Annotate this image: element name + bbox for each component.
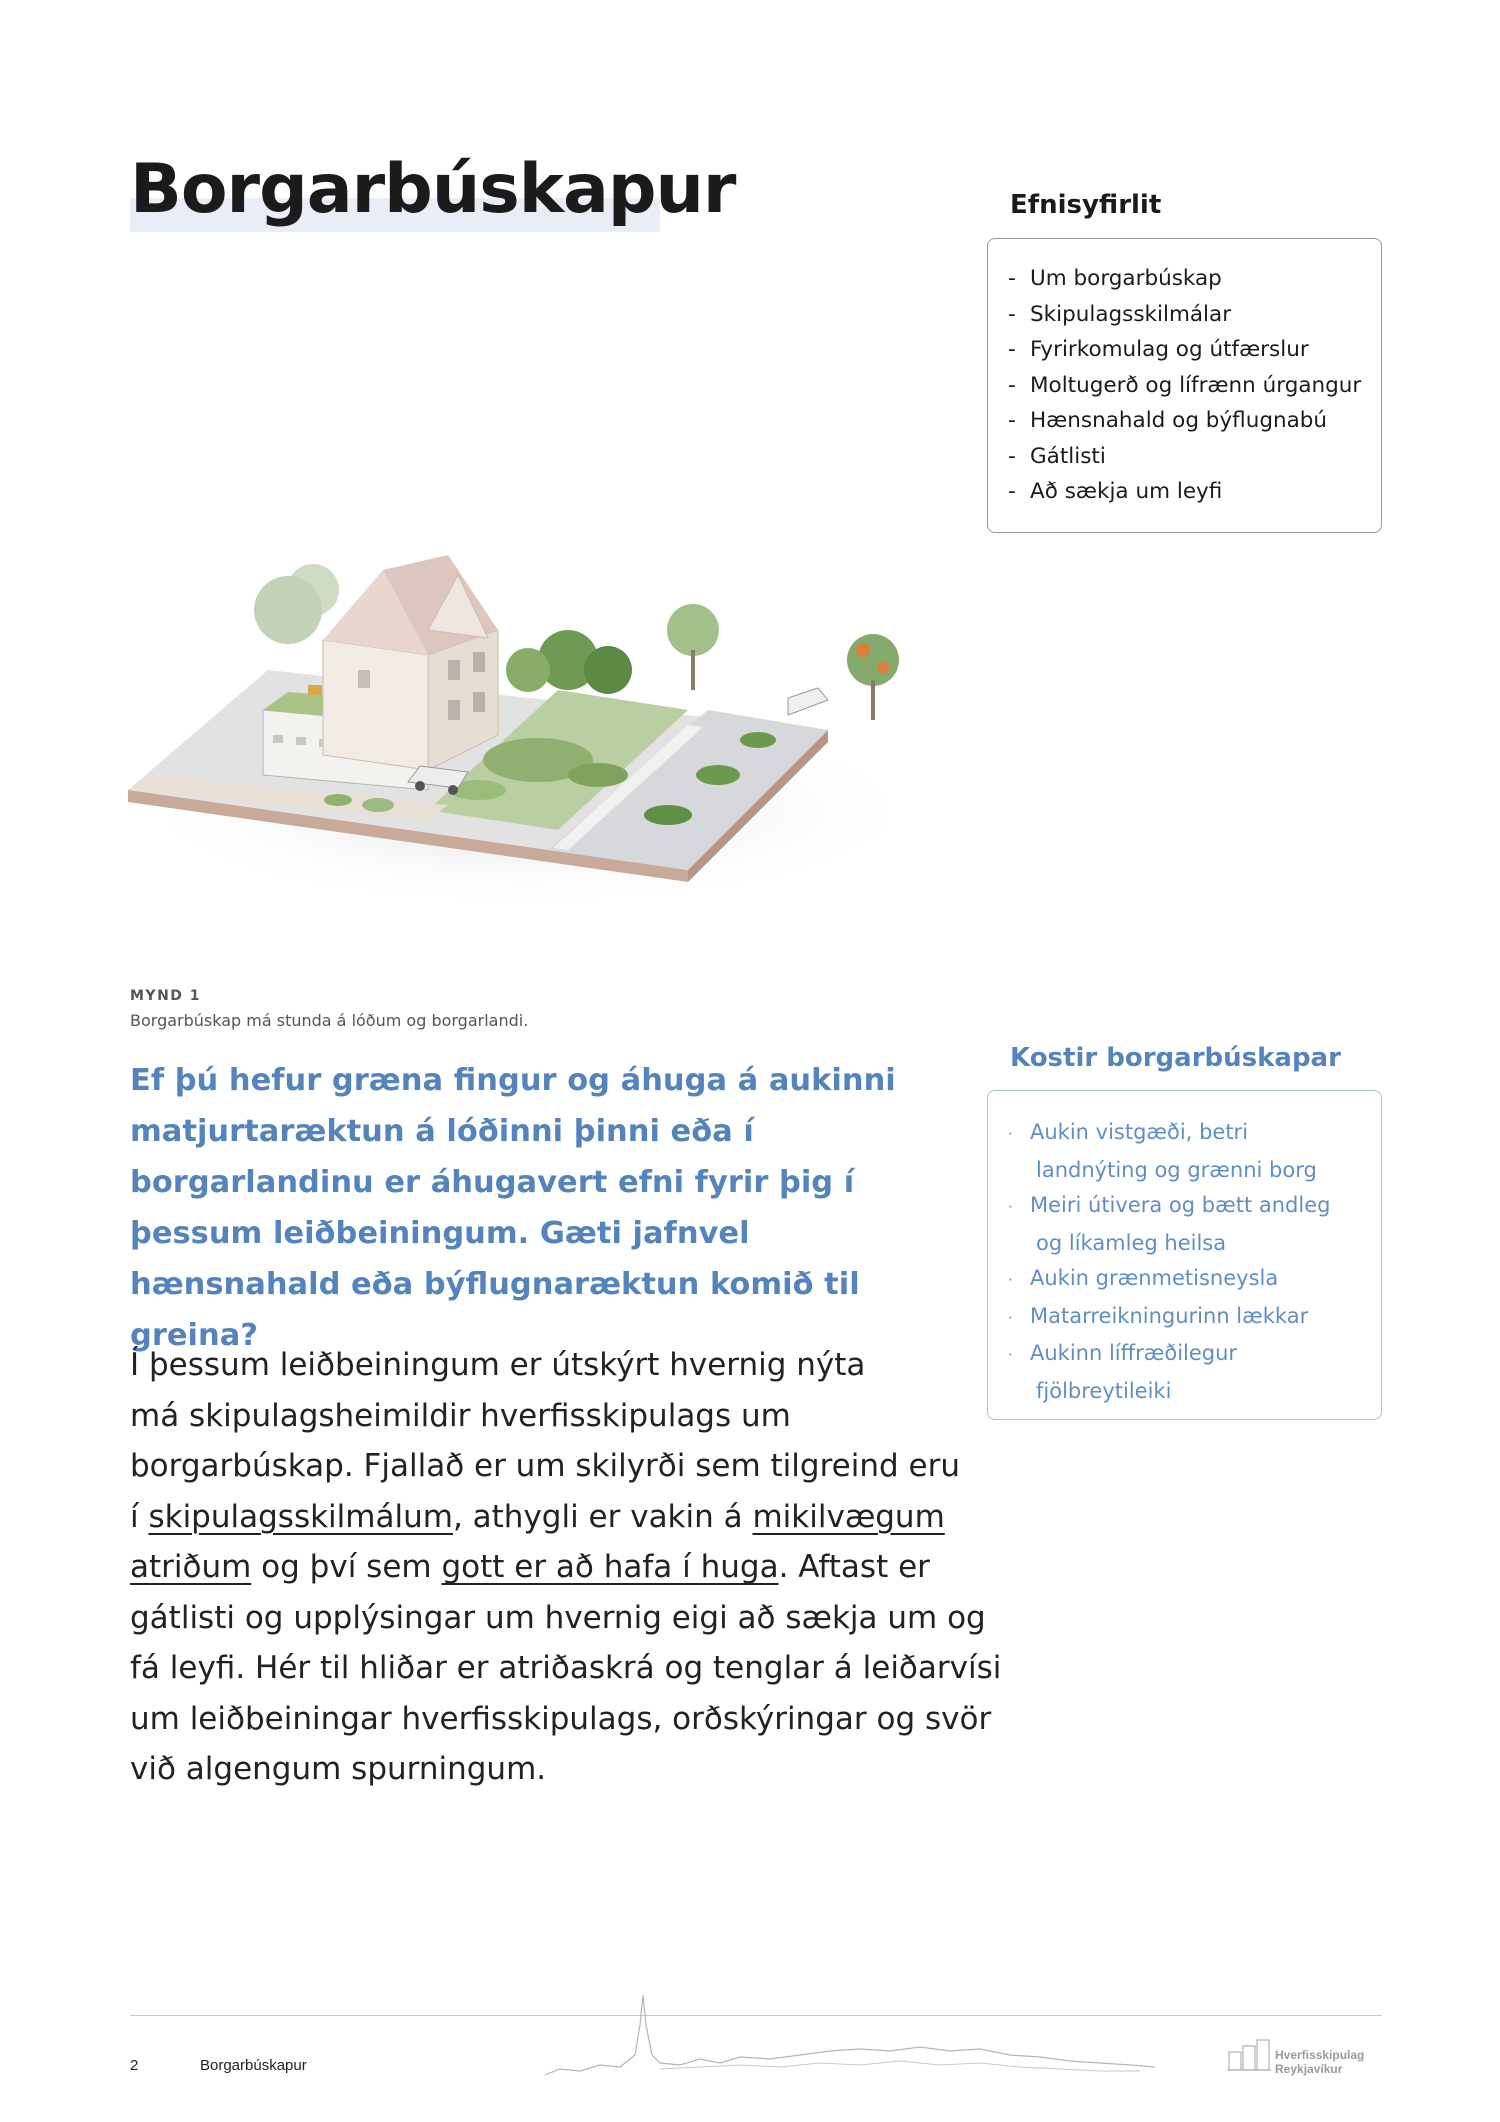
link-gott-ad-hafa-i-huga[interactable]: gott er að hafa í huga [441,1549,779,1585]
link-mikilvaegum-atridum-cont[interactable]: atriðum [130,1549,252,1585]
benefit-item: · Aukinn líffræðilegur fjölbreytileiki [1008,1341,1238,1403]
body-paragraph [130,1340,1002,1795]
logo-icon [1225,2038,1273,2084]
benefit-item: · Aukin vistgæði, betri landnýting og grænni borg [1008,1120,1317,1182]
toc-box [987,238,1382,533]
toc-item-haensnahald[interactable]: - Hænsnahald og býflugnabú [1008,408,1328,433]
body-line: um leiðbeiningar hverfisskipulags, orðskýringar og svör [130,1700,992,1737]
footer-title: Borgarbúskapur [200,2057,307,2074]
page-title-block [130,148,735,232]
garden-illustration [128,520,938,920]
body-line: borgarbúskap. Fjallað er um skilyrði sem tilgreind eru [130,1448,960,1484]
figure-caption: Borgarbúskap má stunda á lóðum og borgarlandi. [130,1011,529,1030]
benefit-item: · Aukin grænmetisneysla [1008,1266,1279,1290]
toc-item-gatlisti[interactable]: - Gátlisti [1008,443,1106,469]
lead-paragraph: Ef þú hefur græna fingur og áhuga á aukinni matjurtaræktun á lóðinni þinni eða í borgarlandinu er áhugavert efni fyrir þig í þessum leiðbeiningum. Gæti jafnvel hænsnahald eða býflugnaræktun komið til greina? [130,1063,896,1353]
benefits-heading: Kostir borgarbúskapar [1010,1043,1341,1073]
toc-item-moltugerd[interactable]: - Moltugerð og lífrænn úrgangur [1008,372,1362,398]
toc-heading: Efnisyfirlit [1010,190,1162,220]
benefits-box [987,1090,1382,1420]
toc-item-saekja-um-leyfi[interactable]: - Að sækja um leyfi [1008,479,1223,504]
hverfisskipulag-logo: Hverfisskipulag Reykjavíkur [1225,2038,1385,2084]
figure-label: MYND 1 [130,988,202,1004]
skyline-graphic [540,1985,1160,2081]
body-line: gátlisti og upplýsingar um hvernig eigi að sækja um og [130,1599,986,1636]
page-title: Borgarbúskapur [130,150,736,229]
benefit-item: · Meiri útivera og bætt andleg og líkamleg heilsa [1008,1193,1331,1255]
toc-item-fyrirkomulag[interactable]: - Fyrirkomulag og útfærslur [1008,337,1309,362]
link-mikilvaegum-atridum[interactable]: mikilvægum [752,1498,945,1535]
body-line: við algengum spurningum. [130,1751,547,1787]
body-line: atriðum og því sem gott er að hafa í huga. Aftast er [130,1549,930,1585]
body-line: í skipulagsskilmálum, athygli er vakin á mikilvægum [130,1498,945,1535]
body-line: fá leyfi. Hér til hliðar er atriðaskrá og tenglar á leiðarvísi [130,1650,1002,1686]
body-line: má skipulagsheimildir hverfisskipulags um [130,1397,791,1434]
toc-item-um-borgarbuskap[interactable]: - Um borgarbúskap [1008,266,1222,291]
page-number: 2 [130,2057,139,2074]
toc-item-skipulagsskilmalar[interactable]: - Skipulagsskilmálar [1008,301,1232,327]
body-line: Í þessum leiðbeiningum er útskýrt hvernig nýta [130,1347,866,1383]
link-skipulagsskilmalar[interactable]: skipulagsskilmálum [148,1498,453,1535]
benefit-item: · Matarreikningurinn lækkar [1008,1303,1309,1328]
